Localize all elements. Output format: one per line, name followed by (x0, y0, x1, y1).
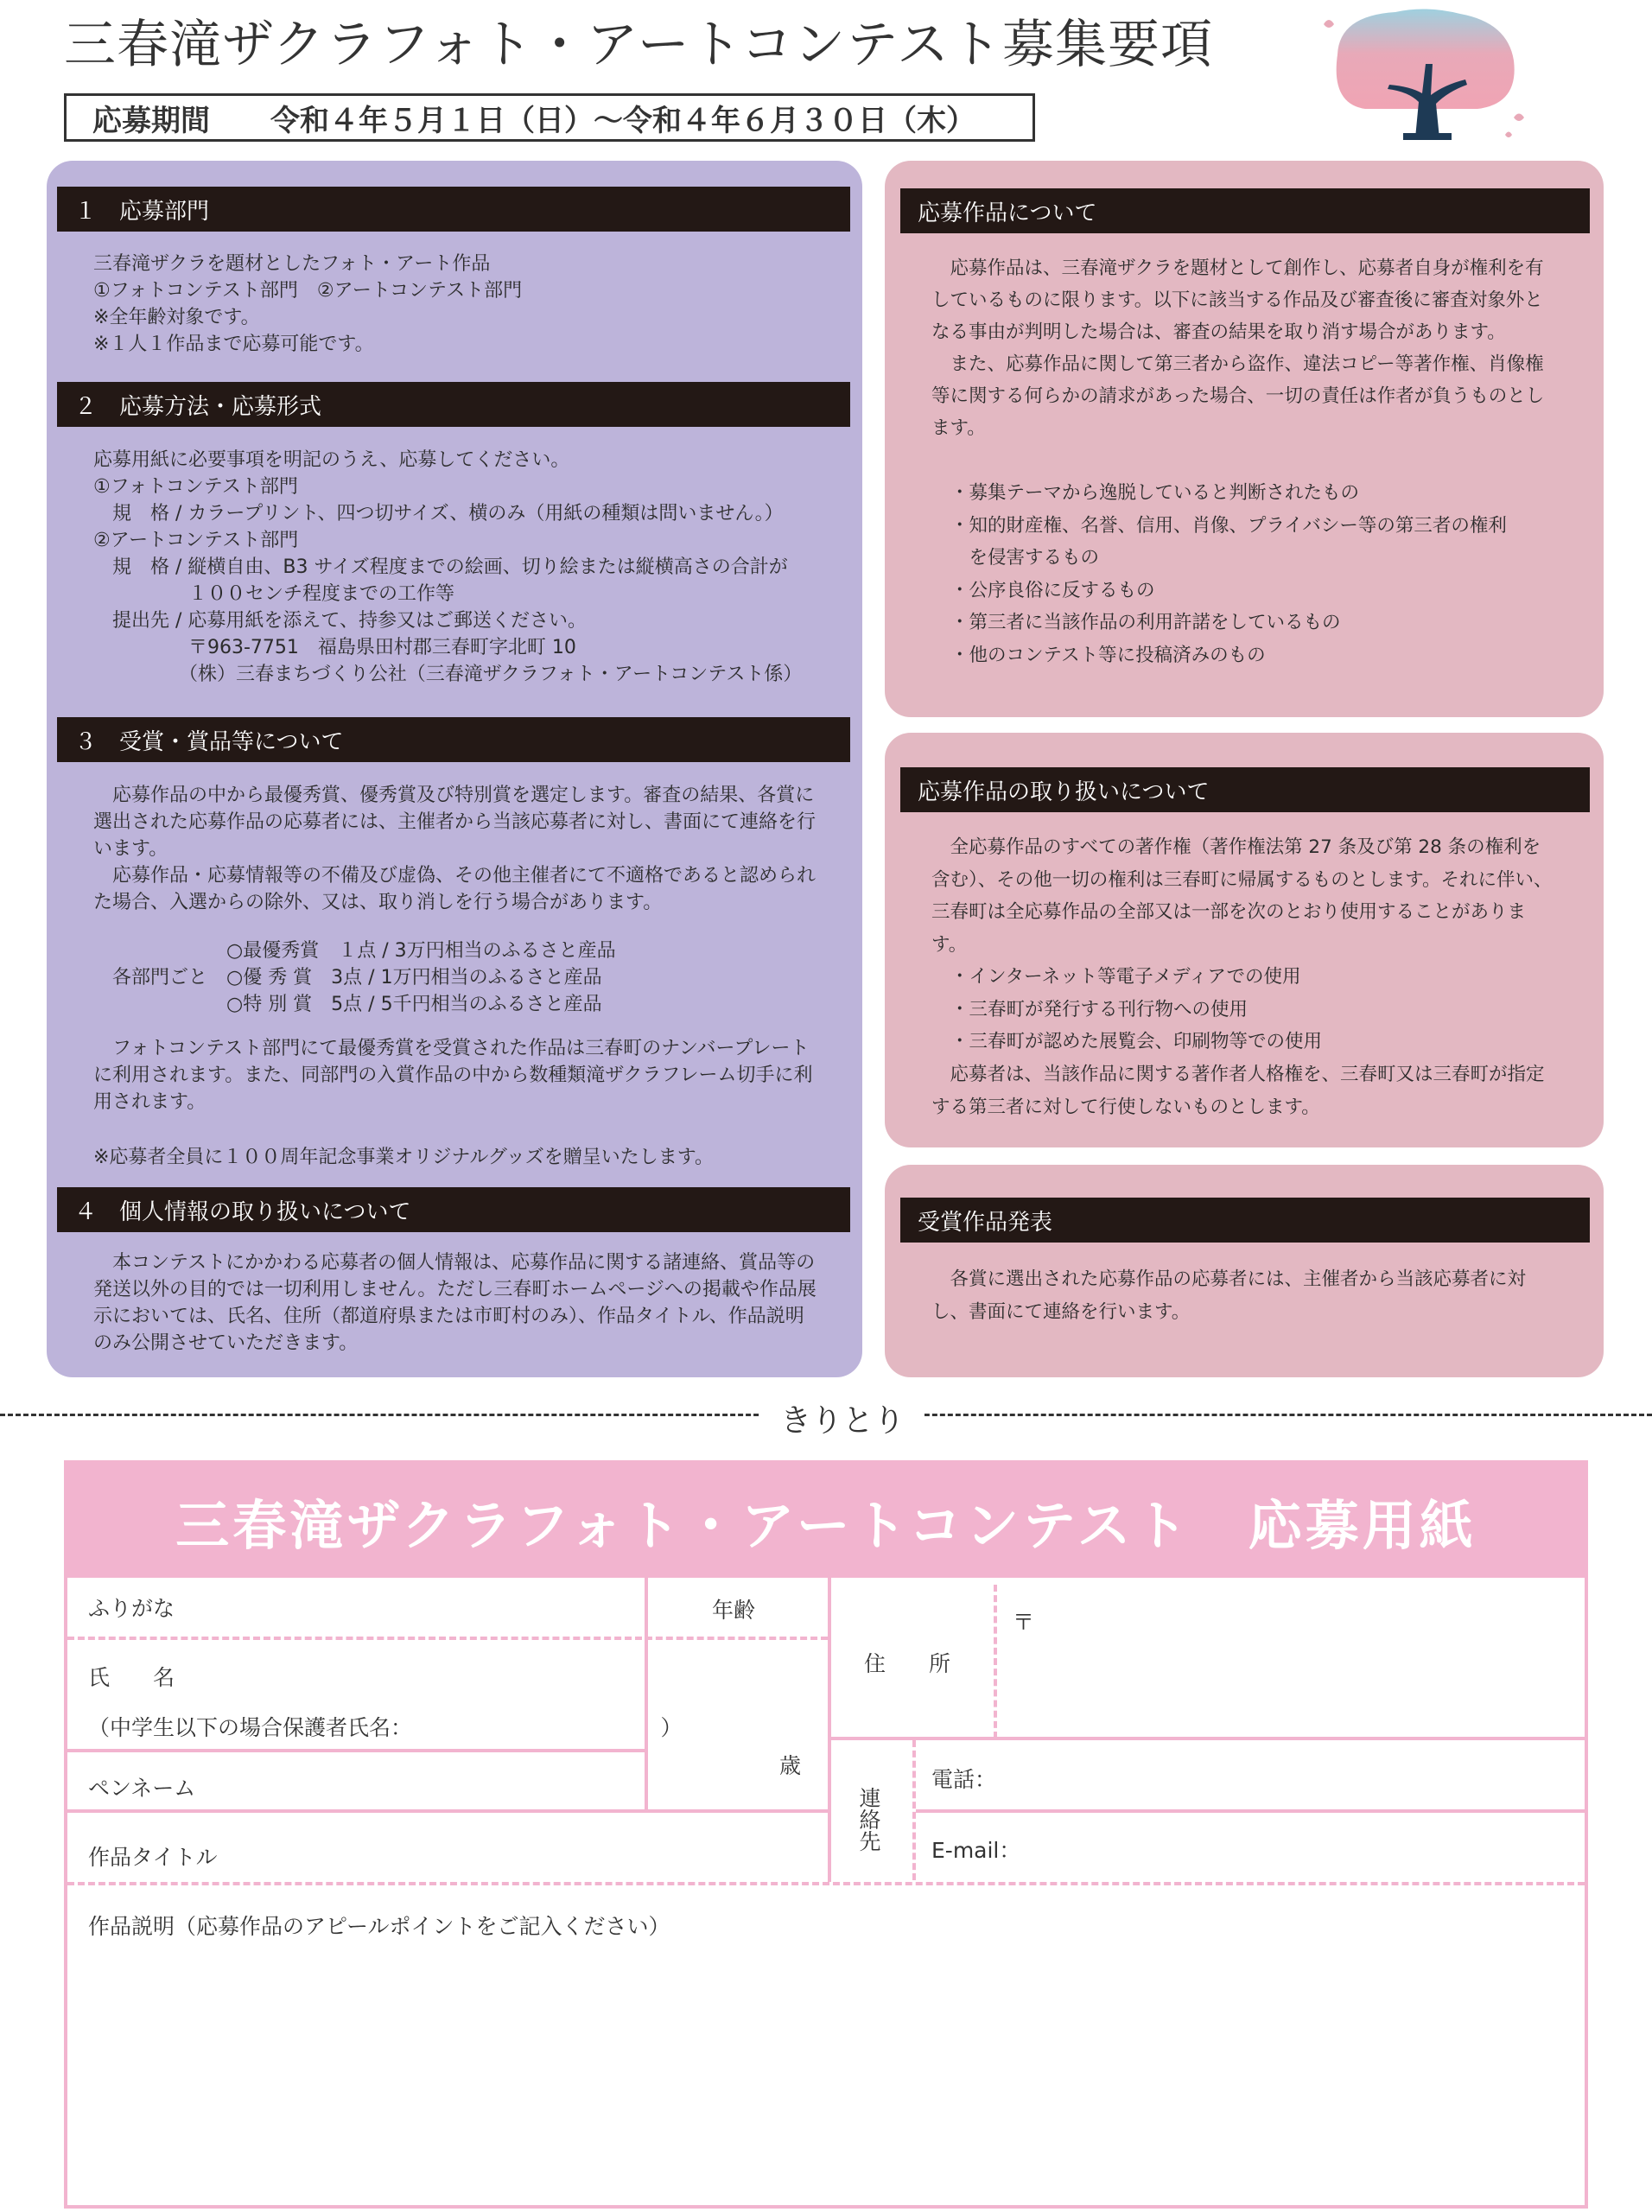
text-line: 提出先 / 応募用紙を添えて、持参又はご郵送ください。 (93, 610, 587, 632)
divider (645, 1578, 648, 1811)
exclusion-list (950, 477, 1507, 671)
handling-heading: 応募作品の取り扱いについて (900, 767, 1590, 812)
entry-works-heading: 応募作品について (900, 188, 1590, 233)
prize-list (226, 938, 616, 1018)
guardian-name-label: （中学生以下の場合保護者氏名： ） (88, 1715, 683, 1740)
divider (828, 1578, 831, 1882)
paragraph: 各賞に選出された応募作品の応募者には、主催者から当該応募者に対し、書面にて連絡を行います。 (931, 1268, 1527, 1323)
list-item: ・他のコンテスト等に投稿済みのもの (950, 644, 1266, 666)
section-3-body-2 (93, 1035, 817, 1116)
list-item: ・公序良俗に反するもの (950, 579, 1155, 601)
period-value: 令和４年５月１日（日）～令和４年６月３０日（木） (270, 103, 975, 138)
section-4-body (93, 1249, 817, 1357)
section-3-heading: ３ 受賞・賞品等について (57, 717, 850, 762)
text-line: ※全年齢対象です。 (93, 307, 260, 328)
handling-body-2 (931, 1058, 1559, 1123)
period-label: 応募期間 (92, 103, 210, 138)
gift-note: ※応募者全員に１００周年記念事業オリジナルグッズを贈呈いたします。 (93, 1147, 715, 1168)
paragraph: 応募作品・応募情報等の不備及び虚偽、その他主催者にて不適格であると認められた場合、入選からの除外、又は、取り消しを行う場合があります。 (93, 865, 816, 913)
divider (828, 1737, 1585, 1740)
prize-item: ○最優秀賞 １点 / 3万円相当のふるさと産品 (226, 940, 616, 962)
divider (67, 1637, 828, 1640)
cut-label: きりとり (760, 1396, 924, 1434)
postal-mark: 〒 (1013, 1610, 1035, 1635)
divider (916, 1809, 1585, 1813)
paragraph: また、応募作品に関して第三者から盗作、違法コピー等著作権、肖像権等に関する何らかの請求があった場合、一切の責任は作者が負うものとします。 (931, 353, 1545, 439)
divider (994, 1585, 997, 1738)
usage-list (950, 961, 1322, 1058)
form-title: 三春滝ザクラフォト・アートコンテスト 応募用紙 (67, 1464, 1585, 1578)
announcement-heading: 受賞作品発表 (900, 1198, 1590, 1243)
section-4-heading: ４ 個人情報の取り扱いについて (57, 1187, 850, 1232)
text-line: ①フォトコンテスト部門 ②アートコンテスト部門 (93, 280, 523, 302)
section-2-body (93, 447, 802, 688)
paragraph: 応募者は、当該作品に関する著作者人格権を、三春町又は三春町が指定する第三者に対して行使しないものとします。 (931, 1064, 1545, 1118)
work-title-label: 作品タイトル (88, 1845, 218, 1870)
divider (67, 1749, 645, 1752)
furigana-label: ふりがな (88, 1596, 175, 1621)
phone-label: 電話： (931, 1767, 997, 1792)
list-item: ・三春町が発行する刊行物への使用 (950, 998, 1249, 1020)
description-label: 作品説明（応募作品のアピールポイントをご記入ください） (88, 1914, 670, 1939)
paragraph: 応募作品は、三春滝ザクラを題材として創作し、応募者自身が権利を有しているものに限ります。以下に該当する作品及び審査後に審査対象外となる事由が判明した場合は、審査の結果を取り消す場合があります。 (931, 257, 1544, 343)
list-item: ・三春町が認めた展覧会、印刷物等での使用 (950, 1031, 1323, 1052)
divider (67, 1882, 1585, 1885)
cherry-tree-logo-icon (1313, 7, 1538, 145)
list-item: ・インターネット等電子メディアでの使用 (950, 966, 1301, 988)
section-3-body (93, 782, 817, 916)
prize-item: ○特 別 賞 5点 / 5千円相当のふるさと産品 (226, 994, 602, 1015)
paragraph: 全応募作品のすべての著作権（著作権法第 27 条及び第 28 条の権利を含む）、その他一切の権利は三春町に帰属するものとします。それに伴い、三春町は全応募作品の全部又は一部を次のとおり使用することがあります。 (931, 836, 1553, 956)
penname-label: ペンネーム (88, 1776, 196, 1801)
age-unit: 歳 (779, 1753, 802, 1778)
text-line: １００センチ程度までの工作等 (93, 583, 455, 605)
handling-body (931, 831, 1559, 961)
text-line: 規 格 / 縦横自由、B3 サイズ程度までの絵画、切り絵または縦横高さの合計が (93, 556, 788, 578)
name-label: 氏 名 (88, 1665, 175, 1690)
text-line: 規 格 / カラープリント、四つ切サイズ、横のみ（用紙の種類は問いません。） (93, 503, 784, 524)
email-label: E-mail： (931, 1838, 1021, 1863)
text-line: ②アートコンテスト部門 (93, 530, 299, 551)
text-line: ①フォトコンテスト部門 (93, 476, 298, 498)
contact-label: 連絡先 (856, 1786, 881, 1852)
paragraph: 応募作品の中から最優秀賞、優秀賞及び特別賞を選定します。審査の結果、各賞に選出された応募作品の応募者には、主催者から当該応募者に対し、書面にて連絡を行います。 (93, 785, 816, 860)
text-line: 応募用紙に必要事項を明記のうえ、応募してください。 (93, 449, 570, 471)
address-label: 住 所 (864, 1651, 951, 1676)
page-title: 三春滝ザクラフォト・アートコンテスト募集要項 (64, 15, 1213, 75)
prize-item: ○優 秀 賞 3点 / 1万円相当のふるさと産品 (226, 967, 602, 988)
list-item: ・知的財産権、名誉、信用、肖像、プライバシー等の第三者の権利 (950, 514, 1507, 537)
announcement-body (931, 1263, 1559, 1328)
text-line: 〒963-7751 福島県田村郡三春町字北町 10 (93, 637, 576, 658)
section-1-body (93, 251, 522, 358)
text-line: 三春滝ザクラを題材としたフォト・アート作品 (93, 253, 491, 275)
application-period (64, 93, 1035, 142)
paragraph: フォトコンテスト部門にて最優秀賞を受賞された作品は三春町のナンバープレートに利用されます。また、同部門の入賞作品の中から数種類滝ザクラフレーム切手に利用されます。 (93, 1038, 813, 1113)
section-1-heading: １ 応募部門 (57, 187, 850, 232)
list-item: ・第三者に当該作品の利用許諾をしているもの (950, 612, 1341, 633)
application-form (64, 1460, 1588, 2209)
text-line: （株）三春まちづくり公社（三春滝ザクラフォト・アートコンテスト係） (93, 664, 803, 685)
text-line: ※１人１作品まで応募可能です。 (93, 334, 374, 355)
list-item: ・募集テーマから逸脱していると判断されたもの (950, 482, 1360, 504)
section-2-heading: ２ 応募方法・応募形式 (57, 382, 850, 427)
list-item: を侵害するもの (950, 547, 1100, 569)
age-label: 年齢 (712, 1598, 756, 1623)
prize-group-label: 各部門ごと (112, 967, 208, 988)
entry-works-body (931, 252, 1559, 444)
paragraph: 本コンテストにかかわる応募者の個人情報は、応募作品に関する諸連絡、賞品等の発送以外の目的では一切利用しません。ただし三春町ホームページへの掲載や作品展示においては、氏名、住所（都道府県または市町村のみ）、作品タイトル、作品説明のみ公開させていただきます。 (93, 1252, 816, 1354)
divider (67, 1809, 828, 1813)
